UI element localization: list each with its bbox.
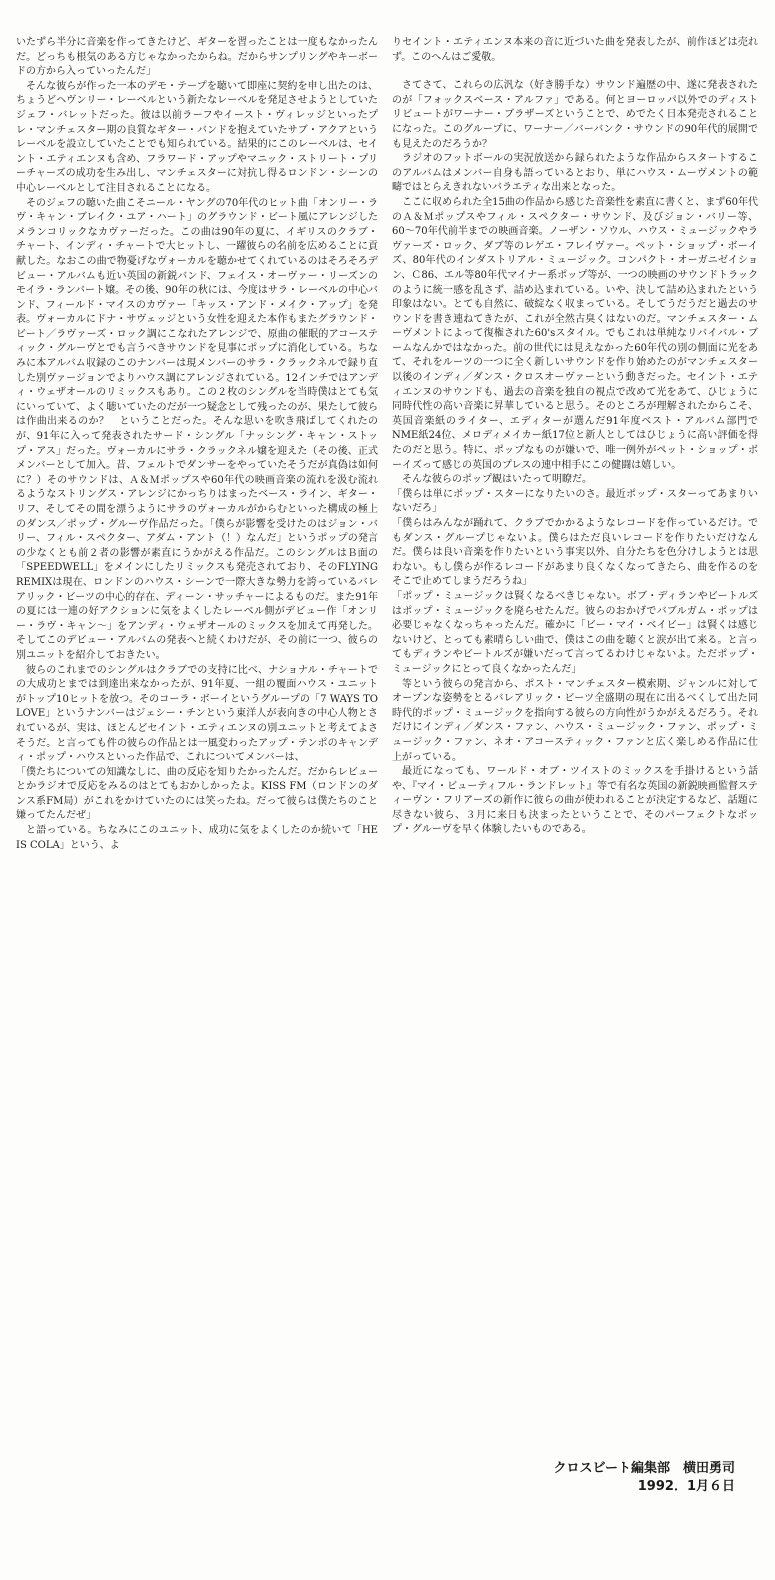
paragraph: そんな彼らのポップ観はいたって明瞭だ。 <box>402 474 592 486</box>
paragraph: 「僕らは単にポップ・スターになりたいのさ。最近ポップ・スターってあまりいないだろ」 <box>392 488 758 515</box>
paragraph: 「僕らはみんなが踊れて、クラブでかかるようなレコードを作っているだけ。でもダンス・グループじゃないよ。僕らはただ良いレコードを作りたいだけなんだ。僕らは良い音楽を作りたいという事実以外、自分たちを色分けしようとは思わない。もし僕らが作るレコードがあまり良くなくなってきたら、曲を作るのをそこで止めてしまうだろうね」 <box>392 518 758 588</box>
paragraph: ここに収められた全15曲の作品から感じた音楽性を素直に書くと、まず60年代のＡ＆Ｍポップスやフィル・スペクター・サウンド、及びジョン・バリー等、60〜70年代前半までの映画音楽。ノーザン・ソウル、ハウス・ミュージックやラヴァーズ・ロック、ダブ等のレゲエ・フレイヴァー。ペット・ショップ・ボーイズ、80年代のインダストリアル・ミュージック。コンパクト・オーガニゼイション、Ｃ86、エル等80年代マイナー系ポップ等が、一つの映画のサウンドトラックのように統一感を乱さず、詰め込まれている。いや、決して詰め込まれたという印象はない。とても自然に、破綻なく収まっている。そしてうだうだと過去のサウンドを書き連ねてきたが、これが全然古臭くはないのだ。マンチェスター・ムーヴメントによって復権された60'sスタイル。でもこれは単純なリバイバル・ブームなんかではなかった。前の世代には見えなかった60年代の別の側面に光をあて、それをルーツの一つに全く新しいサウンドを作り始めたのがマンチェスター以後のインディ／ダンス・クロスオーヴァーという動きだった。セイント・エティエンヌのサウンドも、過去の音楽を独自の視点で改めて光をあて、ひじょうに同時代性の高い音楽に昇華していると思う。そのところが理解されたからこそ、英国音楽紙のライター、エディターが選んだ91年度ベスト・アルバム部門でNME紙24位、メロディメイカー紙17位と新人としてはひじょうに高い評価を得たのだと思う。特に、ポップなものが嫌いで、唯一例外がペット・ショップ・ボーイズって感じの英国のプレスの連中相手にこの健闘は嬉しい。 <box>392 196 758 471</box>
paragraph: そんな彼らが作った一本のデモ・テープを聴いて即座に契約を申し出たのは、ちょうどヘヴンリー・レーベルという新たなレーベルを発足させようとしていたジェフ・バレットだった。彼は以前ラーフやイースト・ヴィレッジといったプレ・マンチェスター期の良質なギター・バンドを抱えていたサブ・アクアというレーベルを設立していたことでも知られている。結果的にこのレーベルは、セイント・エティエンヌも含め、フラワード・アップやマニック・ストリート・プリーチャーズの成功を生み出し、マンチェスターに対抗し得るロンドン・シーンの中心レーベルとして注目されることになる。 <box>16 80 378 194</box>
paragraph: 「ポップ・ミュージックは賢くなるべきじゃない。ボブ・ディランやビートルズはポップ・ミュージックを廃らせたんだ。彼らのおかげでバブルガム・ポップは必要じゃなくなっちゃったんだ。確かに「ビー・マイ・ベイビー」は賢くは感じないけど、とっても素晴らしい曲で、僕はこの曲を聴くと涙が出て来る。と言ってもディランやビートルズが嫌いだって言ってるわけじゃないよ。ただポップ・ミュージックにとって良くなかったんだ」 <box>392 590 758 675</box>
paragraph: 「僕たちについての知識なしに、曲の反応を知りたかったんだ。だからレビューとかラジオで反応をみるのはとてもおかしかったよ。KISS FM（ロンドンのダンス系FM局）がこれをかけていたのには笑ったね。だって彼らは僕たちのこと嫌ってたんだぜ」 <box>16 766 378 822</box>
paragraph: さてさて、これらの広汎な（好き勝手な）サウンド遍歴の中、遂に発表されたのが「フォックスベース・アルファ」である。何とヨーロッパ以外でのディストリビュートがワーナー・ブラザーズということで、めでたく日本発売されることになった。このグループに、ワーナー／バーバンク・サウンドの90年代的展開でも見えたのだろうか？ <box>392 80 758 150</box>
paragraph: りセイント・エティエンヌ本来の音に近づいた曲を発表したが、前作ほどは売れず。このへんはご愛敬。 <box>392 37 758 63</box>
paragraph: ラジオのフットボールの実況放送から録られたような作品からスタートするこのアルバムはメンバー自身も語っているとおり、単にハウス・ムーヴメントの範疇ではとらえきれないバラエティな出来となった。 <box>392 153 758 194</box>
paragraph: と語っている。ちなみにこのユニット、成功に気をよくしたのか続いて「HE IS COLA」という、よ <box>16 825 378 851</box>
signature-block <box>554 1460 735 1496</box>
date-line: 1992．1月６日 <box>637 1479 735 1494</box>
paragraph: いたずら半分に音楽を作ってきたけど、ギターを習ったことは一度もなかったんだ。どっちも根気のある方じゃなかったからね。だからサンプリングやキーボードの方から入っていったんだ」 <box>16 37 378 78</box>
left-column <box>16 36 378 853</box>
right-column <box>392 36 758 838</box>
paragraph: 最近になっても、ワールド・オブ・ツイストのミックスを手掛けるという話や、『マイ・ビューティフル・ランドレット』等で有名な英国の新鋭映画監督スティーヴン・フリアーズの新作に彼らの曲が使われることが決定するなど、話題に尽きない彼ら、３月に来日も決まったということで、そのパーフェクトなポップ・グルーヴを早く体験したいものである。 <box>392 766 758 836</box>
paragraph: そのジェフの聴いた曲こそニール・ヤングの70年代のヒット曲「オンリー・ラヴ・キャン・ブレイク・ユア・ハート」のグラウンド・ビート風にアレンジしたメランコリックなカヴァーだった。この曲は90年の夏に、イギリスのクラブ・チャート、インディ・チャートで大ヒットし、一躍彼らの名前を広めることに貢献した。なおこの曲で物憂げなヴォーカルを聴かせてくれているのはそろそろデビュー・アルバムも近い英国の新鋭バンド、フェイス・オーヴァー・リーズンのモイラ・ランバート嬢。その後、90年の秋には、今度はサラ・レーベルの中心バンド、フィールド・マイスのカヴァー「キッス・アンド・メイク・アップ」を発表。ヴォーカルにドナ・サヴェッジという女性を迎えた本作もまたグラウンド・ビート／ラヴァーズ・ロック調にこなれたアレンジで、原曲の催眠的アコースティック・グルーヴとでも言うべきサウンドを見事にポップに消化している。ちなみに本アルバム収録のこのナンバーは現メンバーのサラ・クラックネルで録り直した別ヴァージョンでよりハウス調にアレンジされている。12インチではアンディ・ウェザオールのリミックスもあり。この２枚のシングルを当時僕はとても気にいっていて、よく聴いていたのだが一つ疑念として残ったのが、果たして彼らは作曲出来るのか？ ということだった。そんな思いを吹き飛ばしてくれたのが、91年に入って発表されたサード・シングル「ナッシング・キャン・ストップ・アス」だった。ヴォーカルにサラ・クラックネル嬢を迎えた（その後、正式メンバーとして加入。昔、フェルトでダンサーをやっていたそうだが真偽は如何に？）そのサウンドは、Ａ＆Ｍポップスや60年代の映画音楽の流れを汲む流れるようなストリングス・アレンジにかっちりはまったベース・ライン、ギター・リフ、そしてその間を漂うようにサラのヴォーカルがからむといった構成の極上のダンス／ポップ・グルーヴ作品だった。「僕らが影響を受けたのはジョン・バリー、フィル・スペクター、アダム・アント（！）なんだ」というポップの発言の少なくとも前２者の影響が素直にうかがえる作品だ。このシングルはＢ面の「SPEEDWELL」をメインにしたリミックスも発売されており、そのFLYING REMIXは現在、ロンドンのハウス・シーンで一際大きな勢力を誇っているバレアリック・ビーツの中心的存在、ディーン・サッチャーによるものだ。また91年の夏には一連の好アクションに気をよくしたレーベル側がデビュー作「オンリー・ラヴ・キャン〜」をアンディ・ウェザオールのミックスを加えて再発した。そしてこのデビュー・アルバムの発表へと続くわけだが、その前に一つ、彼らの別ユニットを紹介しておきたい。 <box>16 197 378 661</box>
paragraph: 彼らのこれまでのシングルはクラブでの支持に比べ、ナショナル・チャートでの大成功とまでは到達出来なかったが、91年夏、一組の覆面ハウス・ユニットがトップ10ヒットを放つ。そのコーラ・ボーイというグループの「7 WAYS TO LOVE」というナンバーはジェシー・チンという東洋人が表向きの中心人物とされているが、実は、ほとんどセイント・エティエンヌの別ユニットと考えてよさそうだ。と言っても件の彼らの作品とは一風変わったアップ・テンポのキャンディ・ポップ・ハウスといった作品で、これについてメンバーは、 <box>16 664 378 764</box>
paragraph: 等という彼らの発言から、ポスト・マンチェスター模索期、ジャンルに対してオープンな姿勢をとるバレアリック・ビーツ全盛期の現在に出るべくして出た同時代的ポップ・ミュージックを指向する彼らの方向性がうかがえるだろう。それだけにインディ／ダンス・ファン、ハウス・ミュージック・ファン、ポップ・ミュージック・ファン、ネオ・アコースティック・ファンと広く楽しめる作品に仕上がっている。 <box>392 678 758 763</box>
author-line: クロスビート編集部 横田勇司 <box>553 1461 735 1476</box>
